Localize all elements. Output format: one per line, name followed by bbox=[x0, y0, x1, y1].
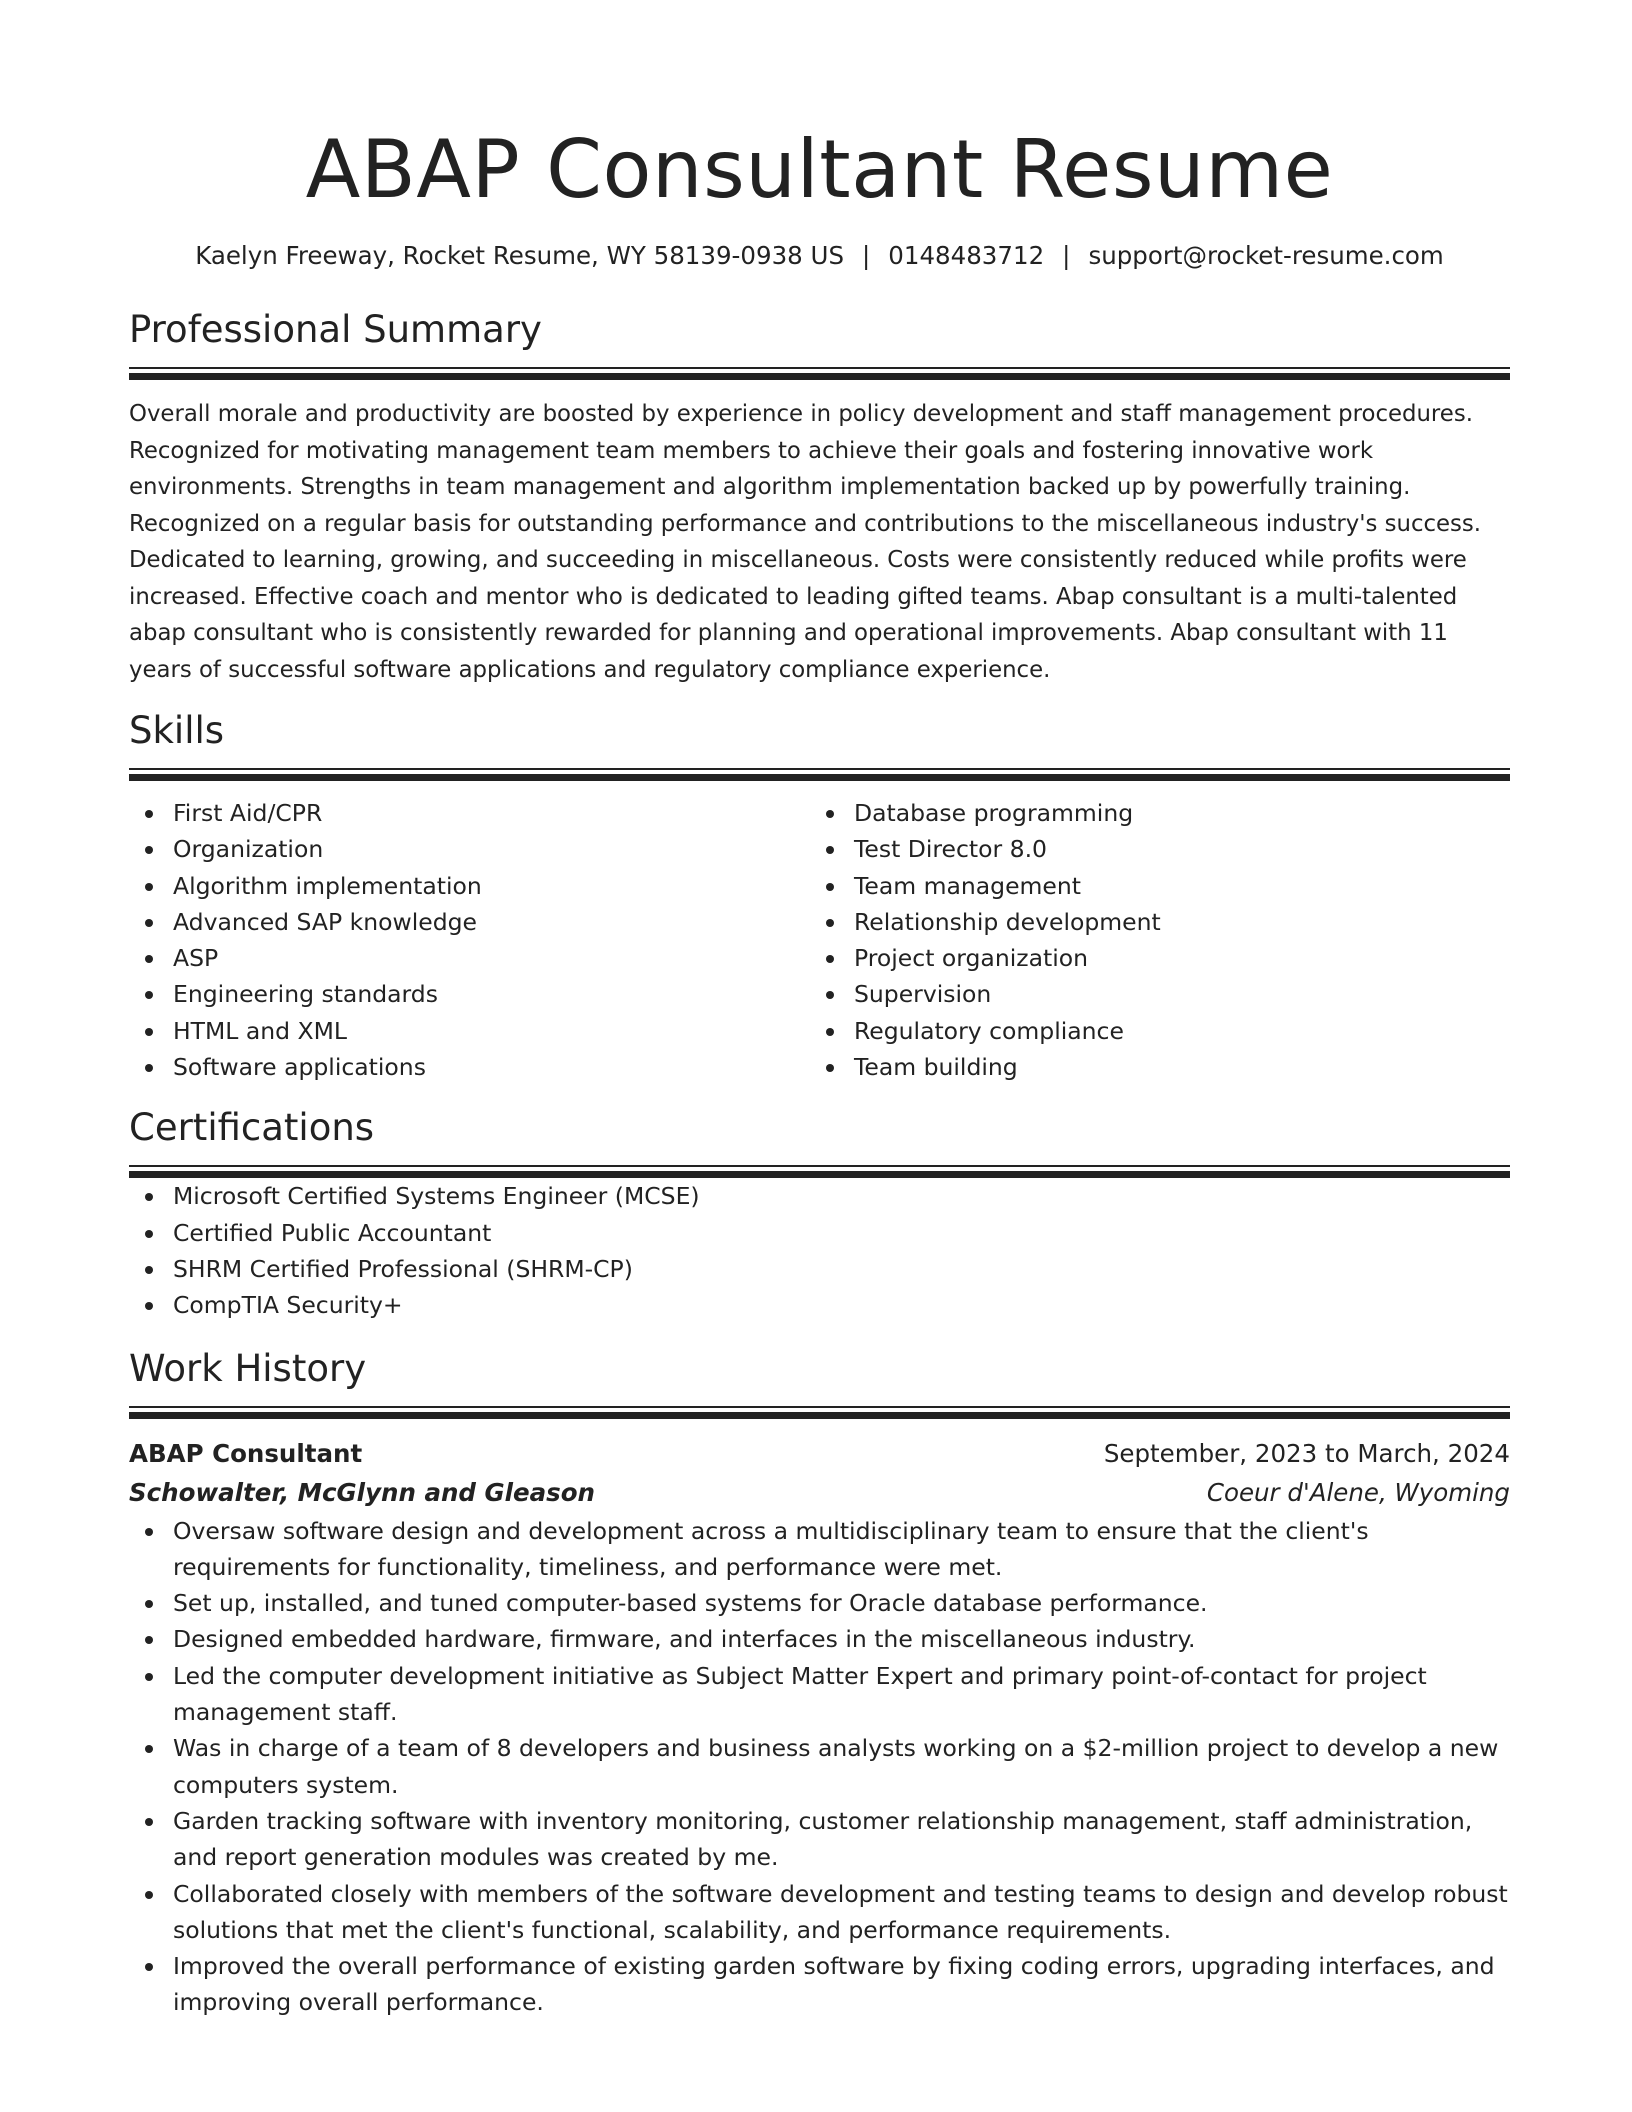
contact-separator: | bbox=[1062, 241, 1071, 270]
job-location: Coeur d'Alene, Wyoming bbox=[1206, 1477, 1510, 1507]
certification-item: Microsoft Certified Systems Engineer (MCSE) bbox=[129, 1178, 1510, 1214]
skill-item: Relationship development bbox=[810, 904, 1491, 940]
job-duty-item: Improved the overall performance of existing garden software by fixing coding errors, upgrading interfaces, and improving overall performance. bbox=[129, 1948, 1510, 2021]
section-divider bbox=[129, 768, 1510, 781]
section-divider bbox=[129, 1165, 1510, 1178]
skill-item: Software applications bbox=[129, 1049, 810, 1085]
job-subheader bbox=[129, 1473, 1510, 1513]
skill-item: Database programming bbox=[810, 795, 1491, 831]
job-entry bbox=[129, 1435, 1510, 2021]
skill-item: Algorithm implementation bbox=[129, 868, 810, 904]
contact-address: Kaelyn Freeway, Rocket Resume, WY 58139-0938 US bbox=[195, 241, 845, 270]
skill-item: Supervision bbox=[810, 976, 1491, 1012]
section-divider bbox=[129, 367, 1510, 380]
work-history-heading: Work History bbox=[129, 1346, 367, 1390]
contact-separator: | bbox=[862, 241, 871, 270]
job-duties-list bbox=[129, 1513, 1510, 2021]
summary-section bbox=[129, 307, 1510, 688]
certifications-section bbox=[129, 1105, 1510, 1323]
resume-page bbox=[129, 118, 1510, 2021]
skill-item: Regulatory compliance bbox=[810, 1013, 1491, 1049]
certifications-heading: Certifications bbox=[129, 1106, 375, 1150]
skill-item: HTML and XML bbox=[129, 1013, 810, 1049]
skill-item: ASP bbox=[129, 940, 810, 976]
summary-text: Overall morale and productivity are boosted by experience in policy development and staff management procedures. Recognized for motivating management team members to achieve their goals and fostering innovative work environments. Strengths in team management and algorithm implementation backed up by powerfully training. Recognized on a regular basis for outstanding performance and contributions to the miscellaneous industry's success. Dedicated to learning, growing, and succeeding in miscellaneous. Costs were consistently reduced while profits were increased. Effective coach and mentor who is dedicated to leading gifted teams. Abap consultant is a multi-talented abap consultant who is consistently rewarded for planning and operational improvements. Abap consultant with 11 years of successful software applications and regulatory compliance experience. bbox=[129, 401, 1482, 683]
contact-line bbox=[129, 239, 1510, 273]
skills-columns bbox=[129, 795, 1510, 1085]
certifications-list bbox=[129, 1178, 1510, 1323]
skill-item: Team building bbox=[810, 1049, 1491, 1085]
job-duty-item: Collaborated closely with members of the software development and testing teams to design and develop robust solutions that met the client's functional, scalability, and performance requirements. bbox=[129, 1876, 1510, 1949]
job-header bbox=[129, 1435, 1510, 1473]
resume-title: ABAP Consultant Resume bbox=[305, 123, 1334, 216]
summary-heading: Professional Summary bbox=[129, 308, 542, 351]
skills-section bbox=[129, 708, 1510, 1085]
certification-item: Certified Public Accountant bbox=[129, 1215, 1510, 1251]
section-divider bbox=[129, 1406, 1510, 1419]
contact-email[interactable]: support@rocket-resume.com bbox=[1088, 241, 1444, 270]
skill-item: First Aid/CPR bbox=[129, 795, 810, 831]
job-duty-item: Garden tracking software with inventory monitoring, customer relationship management, staff administration, and report generation modules was created by me. bbox=[129, 1803, 1510, 1876]
skills-heading: Skills bbox=[129, 709, 225, 752]
skill-item: Test Director 8.0 bbox=[810, 831, 1491, 867]
skills-list-right bbox=[810, 795, 1491, 1085]
job-dates: September, 2023 to March, 2024 bbox=[1103, 1438, 1510, 1468]
certification-item: CompTIA Security+ bbox=[129, 1287, 1510, 1323]
job-company: Schowalter, McGlynn and Gleason bbox=[129, 1477, 596, 1507]
skill-item: Advanced SAP knowledge bbox=[129, 904, 810, 940]
job-duty-item: Led the computer development initiative as Subject Matter Expert and primary point-of-contact for project management staff. bbox=[129, 1658, 1510, 1731]
contact-phone: 0148483712 bbox=[888, 241, 1045, 270]
job-duty-item: Designed embedded hardware, firmware, and interfaces in the miscellaneous industry. bbox=[129, 1621, 1510, 1657]
skill-item: Project organization bbox=[810, 940, 1491, 976]
job-duty-item: Was in charge of a team of 8 developers and business analysts working on a $2-million project to develop a new computers system. bbox=[129, 1730, 1510, 1803]
work-history-section bbox=[129, 1346, 1510, 2021]
skill-item: Engineering standards bbox=[129, 976, 810, 1012]
job-duty-item: Oversaw software design and development across a multidisciplinary team to ensure that the client's requirements for functionality, timeliness, and performance were met. bbox=[129, 1513, 1510, 1586]
job-duty-item: Set up, installed, and tuned computer-based systems for Oracle database performance. bbox=[129, 1585, 1510, 1621]
certification-item: SHRM Certified Professional (SHRM-CP) bbox=[129, 1251, 1510, 1287]
job-title: ABAP Consultant bbox=[129, 1438, 363, 1468]
skill-item: Team management bbox=[810, 868, 1491, 904]
skill-item: Organization bbox=[129, 831, 810, 867]
skills-list-left bbox=[129, 795, 810, 1085]
